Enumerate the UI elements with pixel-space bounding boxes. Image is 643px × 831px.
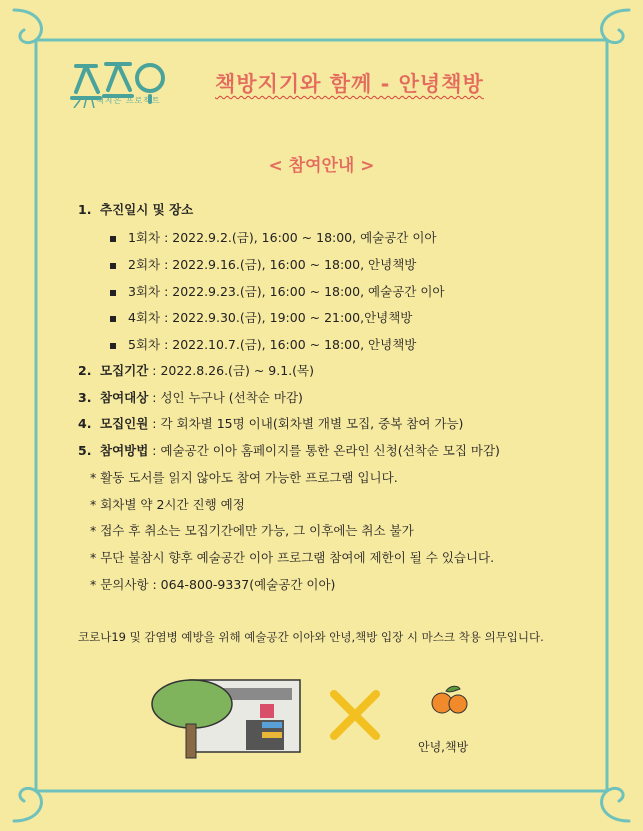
list-item: 3. 참여대상 : 성인 누구나 (선착순 마감) bbox=[78, 390, 303, 405]
session-item: 2회차 : 2022.9.16.(금), 16:00 ~ 18:00, 안녕책방 bbox=[110, 255, 416, 273]
note-item: * 회차별 약 2시간 진행 예정 bbox=[90, 497, 245, 512]
list-item: 2. 모집기간 : 2022.8.26.(금) ~ 9.1.(목) bbox=[78, 363, 314, 378]
list-item: 5. 참여방법 : 예술공간 이아 홈페이지를 통한 온라인 신청(선착순 모집 마감) bbox=[78, 443, 500, 458]
note-item: * 활동 도서를 읽지 않아도 참여 가능한 프로그램 입니다. bbox=[90, 470, 398, 485]
bullet-icon bbox=[110, 316, 116, 322]
session-item: 5회차 : 2022.10.7.(금), 16:00 ~ 18:00, 안녕책방 bbox=[110, 335, 416, 353]
session-item: 4회차 : 2022.9.30.(금), 19:00 ~ 21:00,안녕책방 bbox=[110, 308, 412, 326]
bullet-icon bbox=[110, 290, 116, 296]
list-item: 4. 모집인원 : 각 회차별 15명 이내(회차별 개별 모집, 중복 참여 가능) bbox=[78, 416, 464, 431]
session-item: 1회차 : 2022.9.2.(금), 16:00 ~ 18:00, 예술공간 이아 bbox=[110, 228, 437, 246]
bullet-icon bbox=[110, 263, 116, 269]
bullet-icon bbox=[110, 343, 116, 349]
mask-notice: 코로나19 및 감염병 예방을 위해 예술공간 이아와 안녕,책방 입장 시 마스크 착용 의무입니다. bbox=[78, 630, 544, 644]
logo-subtitle: 책지은 프로젝트 bbox=[96, 96, 161, 105]
note-item: * 접수 후 취소는 모집기간에만 가능, 그 이후에는 취소 불가 bbox=[90, 523, 414, 538]
note-item: * 문의사항 : 064-800-9337(예술공간 이아) bbox=[90, 577, 336, 592]
section-subtitle: < 참여안내 > bbox=[268, 156, 375, 176]
x-mark-icon bbox=[328, 688, 382, 742]
tangerine-icon bbox=[428, 683, 472, 715]
note-item: * 무단 불참시 향후 예술공간 이아 프로그램 참여에 제한이 될 수 있습니다. bbox=[90, 550, 495, 565]
page-title: 책방지기와 함께 - 안녕책방 bbox=[215, 72, 484, 96]
brand-label: 안녕,책방 bbox=[418, 740, 469, 754]
bullet-icon bbox=[110, 236, 116, 242]
session-item: 3회차 : 2022.9.23.(금), 16:00 ~ 18:00, 예술공간 이아 bbox=[110, 282, 444, 300]
list-item: 1. 추진일시 및 장소 bbox=[78, 202, 194, 217]
building-illustration-icon bbox=[150, 674, 310, 762]
